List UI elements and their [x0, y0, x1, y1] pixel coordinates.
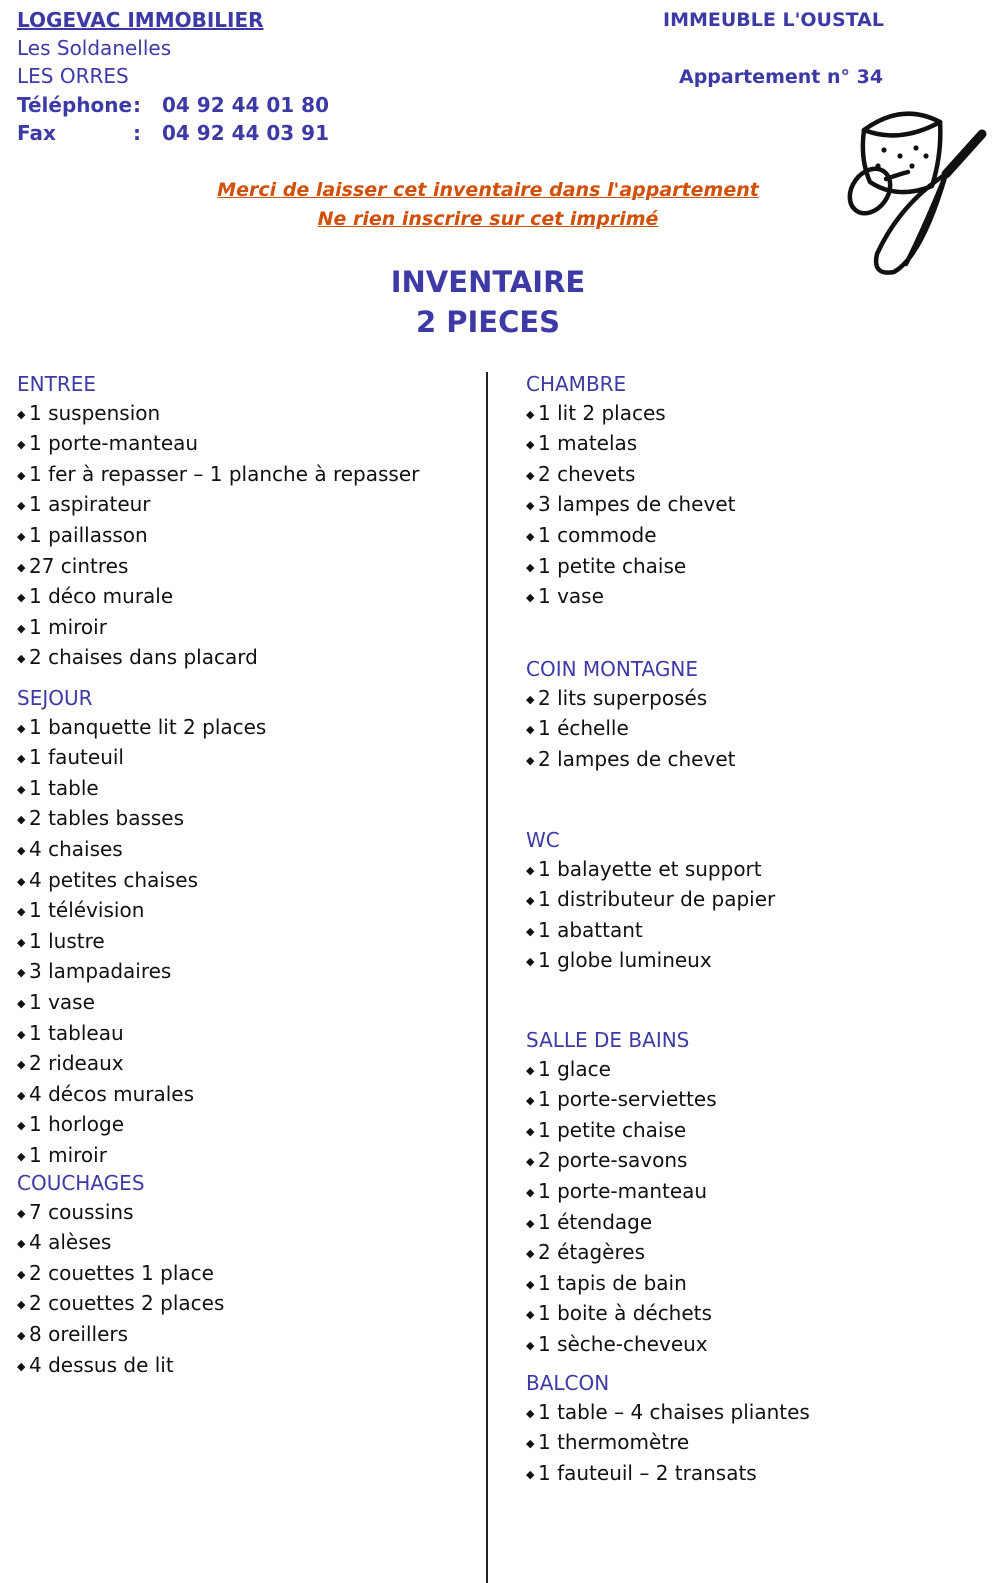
section-title: ENTREE	[17, 372, 96, 396]
inventory-item-text: 1 miroir	[29, 1142, 107, 1167]
bullet-icon: ◆	[526, 1063, 535, 1077]
bullet-icon: ◆	[17, 652, 26, 666]
inventory-item	[526, 916, 775, 947]
inventory-item	[526, 399, 735, 430]
inventory-item-text: 1 vase	[538, 584, 604, 609]
bullet-icon: ◆	[17, 905, 26, 919]
inventory-item	[17, 1049, 266, 1080]
notice-leave-inventory: Merci de laisser cet inventaire dans l'appartement	[217, 179, 759, 201]
inventory-item-text: 1 globe lumineux	[538, 948, 712, 973]
inventory-item	[17, 643, 419, 674]
inventory-item-text: 1 lit 2 places	[538, 400, 666, 425]
bullet-icon: ◆	[17, 621, 26, 635]
inventory-item-text: 8 oreillers	[29, 1321, 129, 1346]
inventory-item-text: 1 tapis de bain	[538, 1270, 687, 1295]
inventory-item-text: 4 petites chaises	[29, 867, 199, 892]
inventory-item-text: 1 fauteuil	[29, 745, 124, 770]
inventory-item	[17, 521, 419, 552]
inventory-item-text: 2 couettes 1 place	[29, 1260, 214, 1285]
inventory-item	[17, 1259, 224, 1290]
bullet-icon: ◆	[17, 874, 26, 888]
page-title: INVENTAIRE	[390, 265, 586, 299]
inventory-item-text: 1 télévision	[29, 898, 145, 923]
inventory-list	[17, 1198, 224, 1382]
inventory-item-text: 1 commode	[538, 522, 657, 547]
bullet-icon: ◆	[526, 1216, 535, 1230]
inventory-item	[526, 946, 775, 977]
bullet-icon: ◆	[17, 721, 26, 735]
town-name: LES ORRES	[17, 64, 129, 88]
inventory-item	[17, 1141, 266, 1172]
inventory-item	[526, 1428, 810, 1459]
inventory-item	[526, 552, 735, 583]
inventory-item	[17, 804, 266, 835]
bullet-icon: ◆	[526, 1338, 535, 1352]
section-title: COIN MONTAGNE	[526, 657, 698, 681]
section-title: CHAMBRE	[526, 372, 627, 396]
inventory-item	[17, 774, 266, 805]
kitchen-utensils-icon	[842, 104, 994, 284]
bullet-icon: ◆	[526, 1437, 535, 1451]
inventory-list	[526, 1055, 717, 1361]
inventory-item	[526, 429, 735, 460]
inventory-item	[17, 835, 266, 866]
section-title: SEJOUR	[17, 686, 93, 710]
bullet-icon: ◆	[526, 529, 535, 543]
inventory-item-text: 1 table – 4 chaises pliantes	[538, 1399, 810, 1424]
column-divider	[486, 372, 488, 1583]
inventory-item	[526, 1398, 810, 1429]
inventory-item-text: 1 fauteuil – 2 transats	[538, 1460, 757, 1485]
inventory-item	[17, 743, 266, 774]
inventory-item-text: 1 miroir	[29, 614, 107, 639]
inventory-item-text: 1 aspirateur	[29, 492, 151, 517]
inventory-item	[17, 1110, 266, 1141]
inventory-list	[526, 399, 735, 613]
inventory-item-text: 1 banquette lit 2 places	[29, 714, 267, 739]
inventory-item-text: 1 glace	[538, 1056, 611, 1081]
inventory-item-text: 2 étagères	[538, 1240, 645, 1265]
inventory-item-text: 2 porte-savons	[538, 1148, 688, 1173]
inventory-item	[17, 988, 266, 1019]
inventory-item	[17, 399, 419, 430]
bullet-icon: ◆	[17, 529, 26, 543]
bullet-icon: ◆	[17, 996, 26, 1010]
inventory-item	[526, 460, 735, 491]
section-title: BALCON	[526, 1371, 610, 1395]
inventory-item-text: 1 vase	[29, 989, 95, 1014]
inventory-item	[17, 927, 266, 958]
inventory-item	[17, 1320, 224, 1351]
bullet-icon: ◆	[17, 752, 26, 766]
inventory-item-text: 2 couettes 2 places	[29, 1291, 225, 1316]
bullet-icon: ◆	[526, 1185, 535, 1199]
section-salle-de-bains	[526, 1026, 717, 1361]
inventory-item	[17, 1228, 224, 1259]
bullet-icon: ◆	[17, 560, 26, 574]
inventory-item-text: 1 table	[29, 775, 99, 800]
bullet-icon: ◆	[526, 499, 535, 513]
inventory-item-text: 1 tableau	[29, 1020, 124, 1045]
inventory-item-text: 1 distributeur de papier	[538, 887, 776, 912]
inventory-item	[17, 866, 266, 897]
inventory-item-text: 4 chaises	[29, 836, 123, 861]
inventory-item-text: 1 sèche-cheveux	[538, 1331, 708, 1356]
inventory-item	[526, 582, 735, 613]
inventory-item-text: 2 tables basses	[29, 806, 185, 831]
fax-separator: :	[133, 121, 141, 145]
inventory-item	[17, 896, 266, 927]
inventory-item-text: 1 lustre	[29, 928, 105, 953]
bullet-icon: ◆	[526, 560, 535, 574]
section-title: WC	[526, 828, 560, 852]
inventory-item-text: 4 décos murales	[29, 1081, 195, 1106]
bullet-icon: ◆	[17, 1298, 26, 1312]
inventory-item	[526, 1299, 717, 1330]
inventory-item	[526, 1177, 717, 1208]
inventory-item-text: 1 petite chaise	[538, 1117, 687, 1142]
phone-label: Téléphone	[17, 93, 133, 117]
inventory-item	[17, 1019, 266, 1050]
inventory-item	[526, 521, 735, 552]
bullet-icon: ◆	[526, 1467, 535, 1481]
bullet-icon: ◆	[526, 723, 535, 737]
inventory-item	[526, 1238, 717, 1269]
phone-number: 04 92 44 01 80	[162, 93, 330, 117]
bullet-icon: ◆	[17, 782, 26, 796]
inventory-item-text: 1 suspension	[29, 400, 161, 425]
bullet-icon: ◆	[17, 813, 26, 827]
notice-do-not-write: Ne rien inscrire sur cet imprimé	[317, 208, 659, 230]
company-name: LOGEVAC IMMOBILIER	[17, 8, 264, 32]
inventory-item-text: 1 thermomètre	[538, 1430, 690, 1455]
bullet-icon: ◆	[526, 924, 535, 938]
fax-label: Fax	[17, 121, 56, 145]
inventory-item	[17, 1351, 224, 1382]
bullet-icon: ◆	[17, 1088, 26, 1102]
inventory-item	[526, 1116, 717, 1147]
residence-name: Les Soldanelles	[17, 36, 172, 60]
bullet-icon: ◆	[526, 407, 535, 421]
inventory-list	[526, 684, 735, 776]
inventory-item	[526, 855, 775, 886]
bullet-icon: ◆	[17, 966, 26, 980]
bullet-icon: ◆	[17, 1237, 26, 1251]
inventory-item-text: 1 échelle	[538, 716, 629, 741]
inventory-item-text: 7 coussins	[29, 1199, 134, 1224]
inventory-item-text: 2 chevets	[538, 461, 636, 486]
inventory-list	[526, 855, 775, 977]
bullet-icon: ◆	[17, 1359, 26, 1373]
inventory-item-text: 1 fer à repasser – 1 planche à repasser	[29, 461, 420, 486]
bullet-icon: ◆	[526, 1308, 535, 1322]
inventory-item	[526, 745, 735, 776]
bullet-icon: ◆	[526, 438, 535, 452]
inventory-list	[17, 399, 419, 674]
inventory-item	[17, 582, 419, 613]
inventory-item-text: 1 porte-manteau	[29, 431, 199, 456]
inventory-item-text: 2 lampes de chevet	[538, 746, 736, 771]
inventory-list	[526, 1398, 810, 1490]
inventory-item-text: 1 petite chaise	[538, 553, 687, 578]
inventory-item-text: 4 dessus de lit	[29, 1352, 174, 1377]
inventory-item	[17, 460, 419, 491]
inventory-item	[17, 957, 266, 988]
inventory-item-text: 1 étendage	[538, 1209, 653, 1234]
inventory-item-text: 2 lits superposés	[538, 685, 708, 710]
inventory-item	[17, 613, 419, 644]
inventory-item-text: 1 balayette et support	[538, 856, 762, 881]
inventory-item	[17, 1289, 224, 1320]
bullet-icon: ◆	[526, 863, 535, 877]
section-title: SALLE DE BAINS	[526, 1028, 690, 1052]
inventory-item	[17, 713, 266, 744]
section-sejour	[17, 684, 266, 1172]
bullet-icon: ◆	[17, 1267, 26, 1281]
phone-separator: :	[133, 93, 141, 117]
bullet-icon: ◆	[526, 894, 535, 908]
inventory-item-text: 3 lampes de chevet	[538, 492, 736, 517]
bullet-icon: ◆	[526, 1406, 535, 1420]
bullet-icon: ◆	[17, 1119, 26, 1133]
bullet-icon: ◆	[526, 591, 535, 605]
inventory-item-text: 1 porte-serviettes	[538, 1087, 717, 1112]
inventory-item	[526, 885, 775, 916]
inventory-item-text: 1 paillasson	[29, 522, 148, 547]
inventory-item-text: 1 matelas	[538, 431, 638, 456]
inventory-item	[526, 1146, 717, 1177]
bullet-icon: ◆	[526, 692, 535, 706]
section-chambre	[526, 370, 735, 613]
section-wc	[526, 826, 775, 977]
bullet-icon: ◆	[526, 1155, 535, 1169]
bullet-icon: ◆	[17, 468, 26, 482]
inventory-item	[526, 1208, 717, 1239]
inventory-item-text: 3 lampadaires	[29, 959, 172, 984]
bullet-icon: ◆	[17, 1206, 26, 1220]
section-entree	[17, 370, 419, 674]
fax-number: 04 92 44 03 91	[162, 121, 330, 145]
bullet-icon: ◆	[17, 438, 26, 452]
bullet-icon: ◆	[17, 1027, 26, 1041]
bullet-icon: ◆	[17, 1149, 26, 1163]
page-subtitle: 2 PIECES	[415, 305, 561, 339]
inventory-item	[17, 490, 419, 521]
bullet-icon: ◆	[526, 1124, 535, 1138]
bullet-icon: ◆	[526, 468, 535, 482]
inventory-item-text: 1 horloge	[29, 1112, 125, 1137]
bullet-icon: ◆	[17, 1058, 26, 1072]
bullet-icon: ◆	[526, 1277, 535, 1291]
inventory-item	[526, 1269, 717, 1300]
inventory-item-text: 2 rideaux	[29, 1051, 124, 1076]
bullet-icon: ◆	[17, 407, 26, 421]
inventory-item	[526, 684, 735, 715]
inventory-item-text: 2 chaises dans placard	[29, 645, 258, 670]
inventory-item	[526, 714, 735, 745]
bullet-icon: ◆	[17, 843, 26, 857]
inventory-item	[17, 1198, 224, 1229]
bullet-icon: ◆	[526, 955, 535, 969]
bullet-icon: ◆	[17, 499, 26, 513]
inventory-item	[526, 1055, 717, 1086]
section-balcon	[526, 1369, 810, 1489]
inventory-item	[17, 552, 419, 583]
inventory-item	[17, 429, 419, 460]
bullet-icon: ◆	[17, 591, 26, 605]
inventory-item	[526, 490, 735, 521]
section-couchages	[17, 1169, 224, 1381]
bullet-icon: ◆	[17, 1328, 26, 1342]
inventory-item	[526, 1085, 717, 1116]
inventory-item-text: 1 boite à déchets	[538, 1301, 712, 1326]
section-title: COUCHAGES	[17, 1171, 145, 1195]
inventory-list	[17, 713, 266, 1172]
apartment-number: Appartement n° 34	[679, 66, 884, 88]
section-coin-montagne	[526, 655, 735, 775]
bullet-icon: ◆	[526, 1247, 535, 1261]
bullet-icon: ◆	[526, 1094, 535, 1108]
inventory-item	[526, 1330, 717, 1361]
building-name: IMMEUBLE L'OUSTAL	[663, 9, 884, 31]
bullet-icon: ◆	[17, 935, 26, 949]
inventory-item-text: 27 cintres	[29, 553, 129, 578]
inventory-item-text: 1 abattant	[538, 917, 643, 942]
inventory-item	[17, 1080, 266, 1111]
inventory-item-text: 4 alèses	[29, 1230, 112, 1255]
bullet-icon: ◆	[526, 753, 535, 767]
inventory-item-text: 1 porte-manteau	[538, 1178, 708, 1203]
inventory-item-text: 1 déco murale	[29, 584, 174, 609]
inventory-item	[526, 1459, 810, 1490]
